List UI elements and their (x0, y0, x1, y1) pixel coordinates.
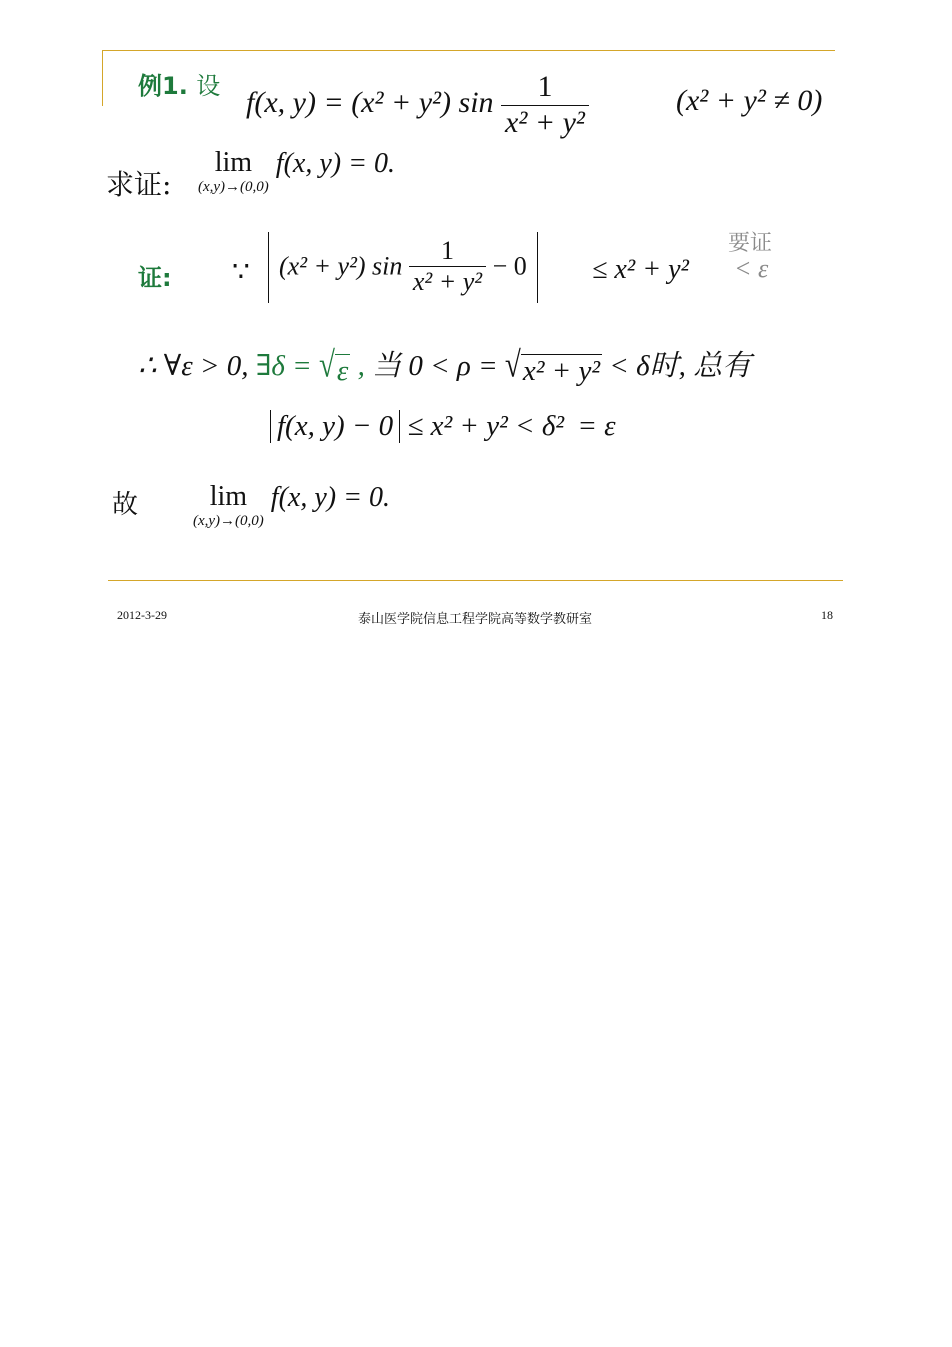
function-lhs: f(x, y) = (x² + y²) sin (246, 85, 494, 119)
conclusion-label: 故 (112, 490, 139, 520)
prove-label: 求证: (106, 168, 172, 201)
conclusion-limit (193, 482, 390, 529)
abs-suffix: − 0 (492, 251, 527, 281)
function-fraction (501, 70, 589, 140)
left-tick (102, 50, 103, 106)
abs-f: f(x, y) − 0 (270, 410, 400, 443)
top-rule (102, 50, 835, 51)
function-condition: (x² + y² ≠ 0) (676, 84, 823, 117)
equals-eps: = ε (577, 410, 616, 442)
proof-fraction (409, 236, 486, 297)
conclusion-limit-subscript: (x,y)→(0,0) (193, 512, 264, 529)
sqrt-rho-content: x² + y² (522, 355, 601, 387)
when-text: 当 0 < ρ = (372, 350, 498, 382)
function-definition (246, 70, 589, 140)
absolute-value-bars (268, 232, 538, 303)
because-symbol: ∵ (232, 257, 250, 288)
conclusion-limit-text: lim (209, 481, 248, 512)
inequality-line (270, 410, 616, 443)
exists-text: ∃δ = (255, 350, 312, 382)
proof-abs-expression (268, 232, 538, 303)
proof-fraction-numerator: 1 (440, 236, 454, 265)
sqrt-epsilon-content: ε (336, 355, 349, 387)
footer-org: 泰山医学院信息工程学院高等数学教研室 (358, 611, 593, 626)
conclusion-limit-operator (193, 482, 264, 529)
proof-fraction-denominator: x² + y² (409, 266, 486, 297)
therefore-text: ∴ ∀ε > 0, (138, 350, 249, 382)
limit-operator (198, 148, 269, 195)
tail-text: < δ时, 总有 (609, 350, 752, 382)
sqrt-epsilon (319, 345, 350, 388)
fraction-numerator: 1 (537, 70, 553, 103)
therefore-line (138, 343, 751, 388)
example-number: 例1. (138, 72, 188, 100)
sqrt-sign: √ (319, 345, 335, 386)
prove-expression: f(x, y) = 0. (275, 148, 395, 179)
proof-label: 证: (138, 264, 172, 292)
exists-delta (255, 345, 372, 387)
conclusion-expression: f(x, y) = 0. (270, 482, 390, 513)
limit-text: lim (214, 147, 253, 178)
footer-page-number: 18 (821, 608, 833, 622)
limit-subscript: (x,y)→(0,0) (198, 178, 269, 195)
example-she: 设 (196, 72, 221, 100)
example-label (138, 66, 220, 101)
footer-date: 2012-3-29 (117, 608, 167, 622)
bottom-rule (108, 580, 843, 581)
note-less-eps: < ε (734, 254, 769, 283)
inequality-chain: ≤ x² + y² < δ² (407, 410, 565, 442)
exists-comma: , (357, 350, 365, 382)
note-to-prove: 要证 (728, 231, 773, 256)
sqrt-rho (504, 345, 602, 388)
prove-limit (198, 148, 395, 195)
sqrt-sign-rho: √ (504, 345, 521, 386)
proof-rhs: ≤ x² + y² (592, 254, 689, 285)
fraction-denominator: x² + y² (501, 105, 589, 141)
abs-prefix: (x² + y²) sin (279, 251, 403, 281)
